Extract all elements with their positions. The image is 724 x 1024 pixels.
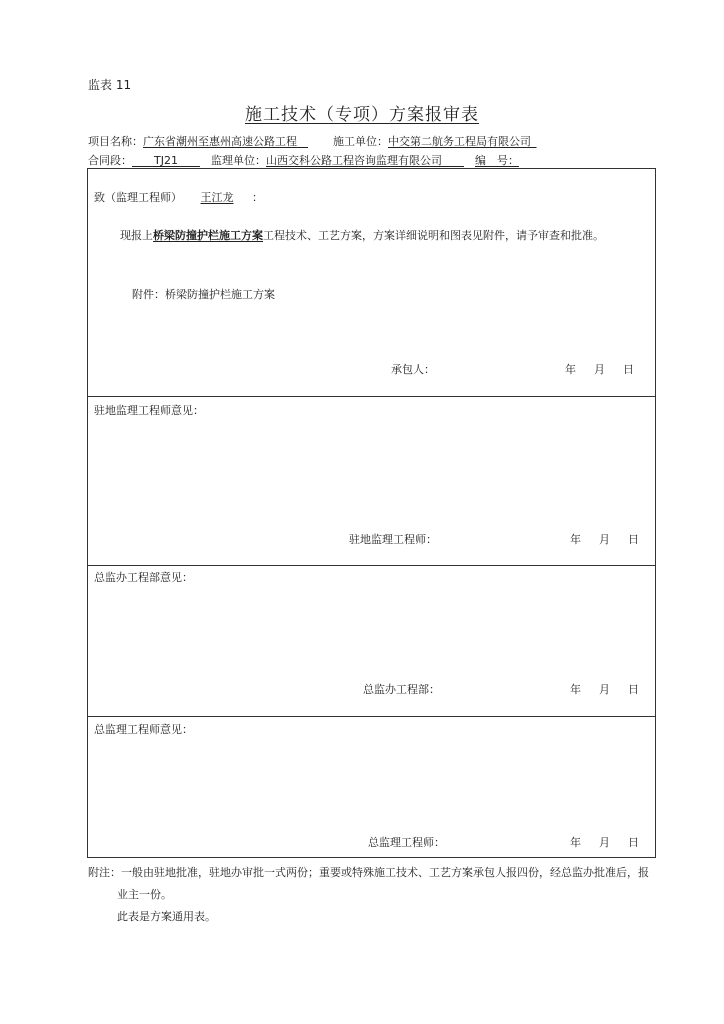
page-title: 施工技术（专项）方案报审表 <box>245 105 479 125</box>
project-label: 项目名称： <box>88 135 143 148</box>
number-label: 编 号： <box>474 154 519 167</box>
header-line-1 <box>88 133 537 149</box>
footnotes <box>88 862 688 928</box>
submission-body: 现报上桥梁防撞护栏施工方案工程技术、工艺方案，方案详细说明和图表见附件，请予审查和批准。 <box>120 229 604 242</box>
resident-signer-label: 驻地监理工程师： <box>349 533 437 546</box>
supervisor-label: 监理单位： <box>210 154 266 167</box>
header-line-2 <box>88 152 519 168</box>
note-line-1: 附注：一般由驻地批准，驻地办审批一式两份；重要或特殊施工技术、工艺方案承包人报四份，经总监办批准后，报 <box>88 866 649 879</box>
divider <box>88 716 655 717</box>
office-date: 年 月 日 <box>570 683 639 696</box>
approval-form <box>87 168 656 858</box>
supervisor-value: 山西交科公路工程咨询监理有限公司 <box>265 154 442 167</box>
chief-signer-label: 总监理工程师： <box>368 836 445 849</box>
contractor-date: 年 月 日 <box>565 363 634 376</box>
contractor-signer-label: 承包人： <box>391 363 435 376</box>
constructor-label: 施工单位： <box>333 135 388 148</box>
constructor-value: 中交第二航务工程局有限公司 <box>388 135 531 148</box>
office-opinion-label: 总监办工程部意见： <box>94 571 193 584</box>
resident-date: 年 月 日 <box>570 533 639 546</box>
project-value: 广东省潮州至惠州高速公路工程 <box>143 135 297 148</box>
attachment-line: 附件：桥梁防撞护栏施工方案 <box>132 288 275 301</box>
form-number: 监表 11 <box>88 78 132 92</box>
contract-label: 合同段： <box>88 154 132 167</box>
contract-value: TJ21 <box>154 154 178 167</box>
resident-opinion-label: 驻地监理工程师意见： <box>94 404 204 417</box>
chief-date: 年 月 日 <box>570 836 639 849</box>
scheme-name: 桥梁防撞护栏施工方案 <box>153 229 263 242</box>
divider <box>88 565 655 566</box>
chief-opinion-label: 总监理工程师意见： <box>94 723 193 736</box>
note-line-2: 业主一份。 <box>117 888 172 901</box>
note-line-3: 此表是方案通用表。 <box>117 910 216 923</box>
divider <box>88 396 655 397</box>
office-signer-label: 总监办工程部： <box>363 683 440 696</box>
addressee-name: 王江龙 <box>200 191 234 204</box>
addressee-line: 致（监理工程师） 王江龙 ： <box>94 191 263 204</box>
